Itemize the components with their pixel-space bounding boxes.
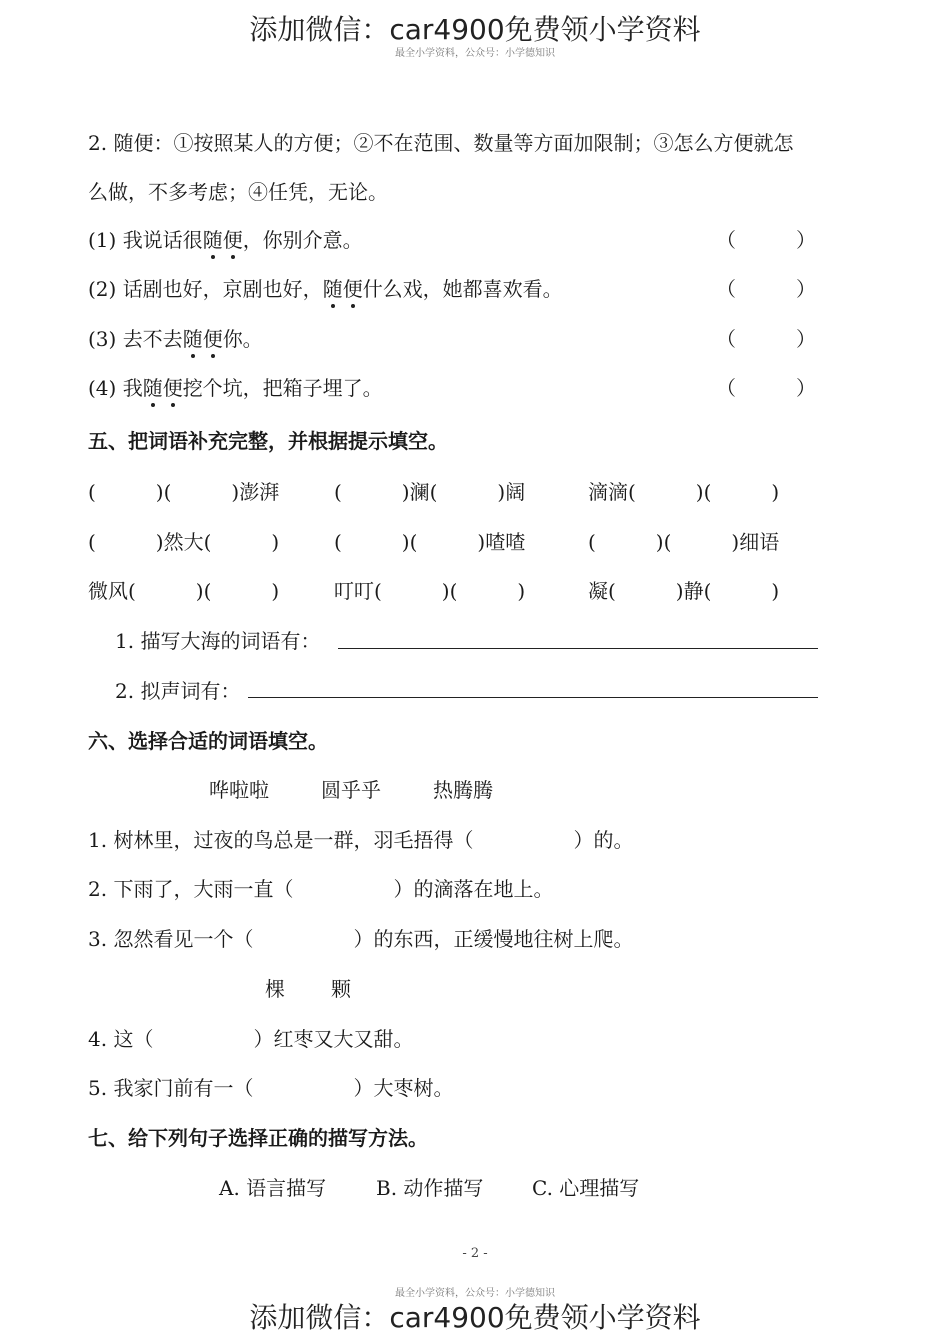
sentence-item-1 — [88, 224, 363, 253]
fill-sentence-1[interactable]: 1. 树林里，过夜的鸟总是一群，羽毛捂得（ ）的。 — [88, 828, 634, 852]
sentence-text: 什么戏，她都喜欢看。 — [362, 277, 563, 301]
fill-sentence-5[interactable]: 5. 我家门前有一（ ）大枣树。 — [88, 1076, 454, 1100]
answer-parentheses-2[interactable]: （ ） — [716, 277, 816, 301]
emphasis-char: 便 — [163, 372, 183, 401]
fill-word-7[interactable]: 微风( )( ) — [88, 579, 280, 603]
sentence-item-3 — [88, 323, 263, 352]
sentence-text: 你。 — [222, 327, 263, 351]
sentence-text: (4) 我 — [88, 376, 143, 400]
fill-word-1[interactable]: ( )( )澎湃 — [88, 480, 280, 504]
fill-word-9[interactable]: 凝( )静( ) — [588, 579, 780, 603]
answer-parentheses-1[interactable]: （ ） — [716, 228, 816, 252]
watermark-banner-bottom: 添加微信：car4900免费领小学资料 — [249, 1301, 701, 1334]
sentence-item-4 — [88, 372, 383, 401]
ocean-words-label: 1. 描写大海的词语有： — [115, 629, 321, 653]
watermark-subtitle-top: 最全小学资料，公众号：小学德知识 — [395, 48, 555, 59]
fill-sentence-3[interactable]: 3. 忽然看见一个（ ）的东西，正缓慢地往树上爬。 — [88, 927, 634, 951]
sentence-text: 挖个坑，把箱子埋了。 — [182, 376, 383, 400]
method-option-a: A. 语言描写 — [219, 1176, 327, 1200]
emphasis-char: 便 — [343, 273, 363, 302]
method-option-c: C. 心理描写 — [532, 1176, 640, 1200]
sentence-text: (2) 话剧也好，京剧也好， — [88, 277, 323, 301]
onomatopoeia-answer-line[interactable] — [248, 697, 818, 698]
emphasis-char: 便 — [223, 224, 243, 253]
word-choice-2: 圆乎乎 — [321, 778, 381, 802]
fill-sentence-4[interactable]: 4. 这（ ）红枣又大又甜。 — [88, 1027, 414, 1051]
page-number: - 2 - — [462, 1246, 488, 1261]
sentence-text: (1) 我说话很 — [88, 228, 203, 252]
word-choice-1: 哗啦啦 — [209, 778, 269, 802]
sentence-text: (3) 去不去 — [88, 327, 183, 351]
answer-parentheses-3[interactable]: （ ） — [716, 327, 816, 351]
watermark-subtitle-bottom: 最全小学资料，公众号：小学德知识 — [395, 1288, 555, 1299]
watermark-banner-top: 添加微信：car4900免费领小学资料 — [249, 13, 701, 46]
fill-word-6[interactable]: ( )( )细语 — [588, 530, 780, 554]
sentence-text: ，你别介意。 — [242, 228, 363, 252]
emphasis-char: 便 — [203, 323, 223, 352]
answer-parentheses-4[interactable]: （ ） — [716, 376, 816, 400]
fill-sentence-2[interactable]: 2. 下雨了，大雨一直（ ）的滴落在地上。 — [88, 877, 554, 901]
emphasis-char: 随 — [143, 372, 163, 401]
emphasis-char: 随 — [203, 224, 223, 253]
fill-word-5[interactable]: ( )( )喳喳 — [334, 530, 526, 554]
onomatopoeia-label: 2. 拟声词有： — [115, 679, 241, 703]
word-choice-4: 棵 — [265, 977, 285, 1001]
emphasis-char: 随 — [183, 323, 203, 352]
fill-word-8[interactable]: 叮叮( )( ) — [334, 579, 526, 603]
definition-line-2: 么做，不多考虑；④任凭，无论。 — [88, 180, 388, 204]
word-choice-3: 热腾腾 — [433, 778, 493, 802]
method-option-b: B. 动作描写 — [376, 1176, 484, 1200]
fill-word-3[interactable]: 滴滴( )( ) — [588, 480, 780, 504]
word-choice-5: 颗 — [331, 977, 351, 1001]
fill-word-4[interactable]: ( )然大( ) — [88, 530, 280, 554]
sentence-item-2 — [88, 273, 563, 302]
section-heading-6: 六、选择合适的词语填空。 — [88, 729, 328, 753]
section-heading-7: 七、给下列句子选择正确的描写方法。 — [88, 1126, 428, 1150]
ocean-words-answer-line[interactable] — [338, 648, 818, 649]
emphasis-char: 随 — [323, 273, 343, 302]
fill-word-2[interactable]: ( )澜( )阔 — [334, 480, 526, 504]
definition-line-1: 2. 随便：①按照某人的方便；②不在范围、数量等方面加限制；③怎么方便就怎 — [88, 131, 794, 155]
section-heading-5: 五、把词语补充完整，并根据提示填空。 — [88, 429, 448, 453]
